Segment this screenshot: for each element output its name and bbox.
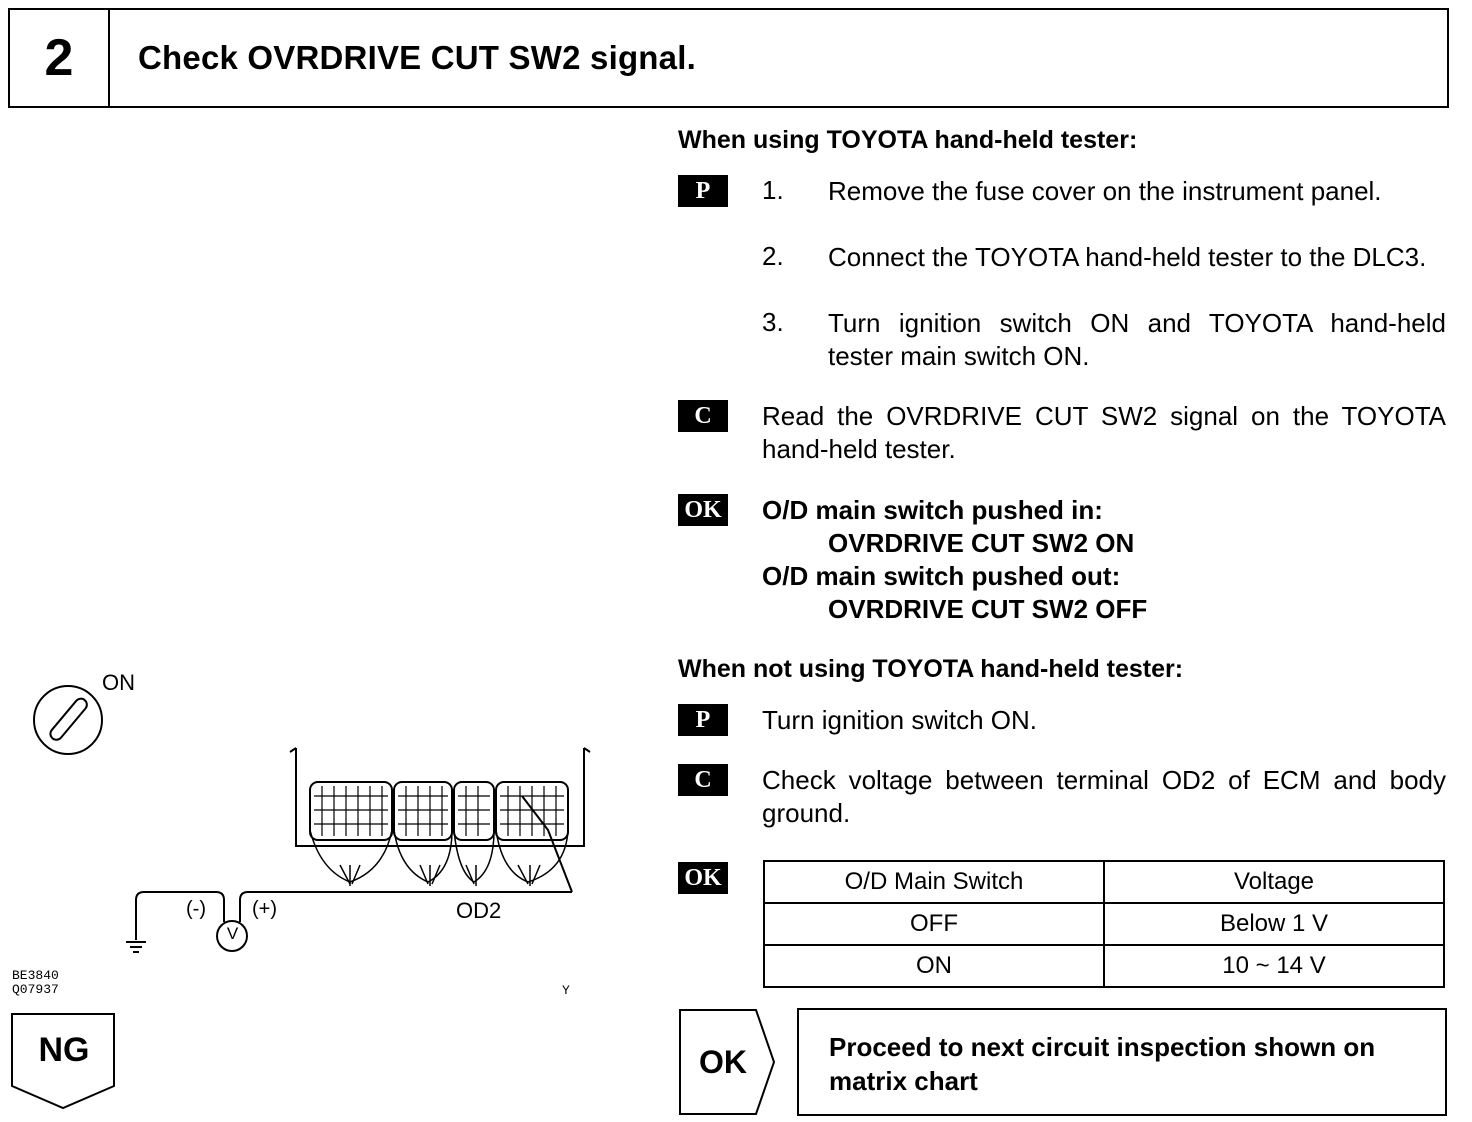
without-tester-heading: When not using TOYOTA hand-held tester:: [678, 655, 1184, 683]
ok-line-3: O/D main switch pushed out:: [762, 561, 1121, 591]
step-3-number: 3.: [762, 307, 784, 337]
check-text: Read the OVRDRIVE CUT SW2 signal on the TOYOTA hand-held tester.: [762, 401, 1446, 464]
ok-badge-2: OK: [678, 862, 728, 894]
od2-terminal-label: OD2: [456, 898, 502, 923]
prepare-badge-2: P: [678, 704, 728, 736]
plus-label: (+): [252, 898, 277, 920]
table-cell: 10 ~ 14 V: [1104, 945, 1444, 987]
table-cell: ON: [764, 945, 1104, 987]
ok-badge: OK: [678, 494, 728, 526]
result-box: [797, 1008, 1447, 1116]
corner-mark: Y: [562, 983, 570, 998]
table-header-voltage: Voltage: [1104, 861, 1444, 903]
table-row: [764, 945, 1444, 987]
ignition-switch-icon: [34, 686, 102, 754]
voltage-table: [763, 860, 1445, 988]
step-1-number: 1.: [762, 175, 784, 205]
ok-outcome-label: OK: [699, 1043, 747, 1080]
ecm-connector-icon: [290, 748, 590, 892]
table-header-switch: O/D Main Switch: [764, 861, 1104, 903]
ref-code-2: Q07937: [12, 982, 59, 997]
step-title: Check OVRDRIVE CUT SW2 signal.: [138, 39, 696, 76]
step-2-number: 2.: [762, 241, 784, 271]
ref-code-1: BE3840: [12, 968, 59, 983]
list-item: [760, 307, 1446, 373]
ng-outcome-label: NG: [38, 1030, 90, 1069]
with-tester-heading: When using TOYOTA hand-held tester:: [678, 126, 1138, 154]
check-badge: C: [678, 400, 728, 432]
step-3-text: Turn ignition switch ON and TOYOTA hand-held tester main switch ON.: [828, 308, 1446, 371]
prepare-steps-list: [760, 175, 1446, 373]
check-badge-2: C: [678, 764, 728, 796]
list-item: [760, 175, 1446, 241]
result-text: Proceed to next circuit inspection shown on matrix chart: [829, 1032, 1376, 1096]
ground-icon: [126, 942, 146, 952]
table-cell: Below 1 V: [1104, 903, 1444, 945]
step-1-text: Remove the fuse cover on the instrument panel.: [828, 176, 1382, 206]
ok-line-1: O/D main switch pushed in:: [762, 495, 1103, 525]
step-2-text: Connect the TOYOTA hand-held tester to the DLC3.: [828, 242, 1427, 272]
prepare-badge: P: [678, 175, 728, 207]
wiring-diagram: [0, 660, 640, 1000]
list-item: [760, 241, 1446, 307]
table-header-row: [764, 861, 1444, 903]
ignition-on-label: ON: [102, 670, 135, 695]
step-number: 2: [10, 10, 110, 106]
prepare-text-2: Turn ignition switch ON.: [762, 705, 1038, 735]
table-row: [764, 903, 1444, 945]
minus-label: (-): [186, 898, 206, 920]
ok-line-2: OVRDRIVE CUT SW2 ON: [828, 528, 1135, 558]
voltmeter-label: V: [226, 924, 239, 943]
table-cell: OFF: [764, 903, 1104, 945]
step-header: [8, 8, 1449, 108]
ok-criteria: [762, 494, 1446, 626]
ok-line-4: OVRDRIVE CUT SW2 OFF: [828, 594, 1148, 624]
check-text-2: Check voltage between terminal OD2 of ECM and body ground.: [762, 765, 1446, 828]
